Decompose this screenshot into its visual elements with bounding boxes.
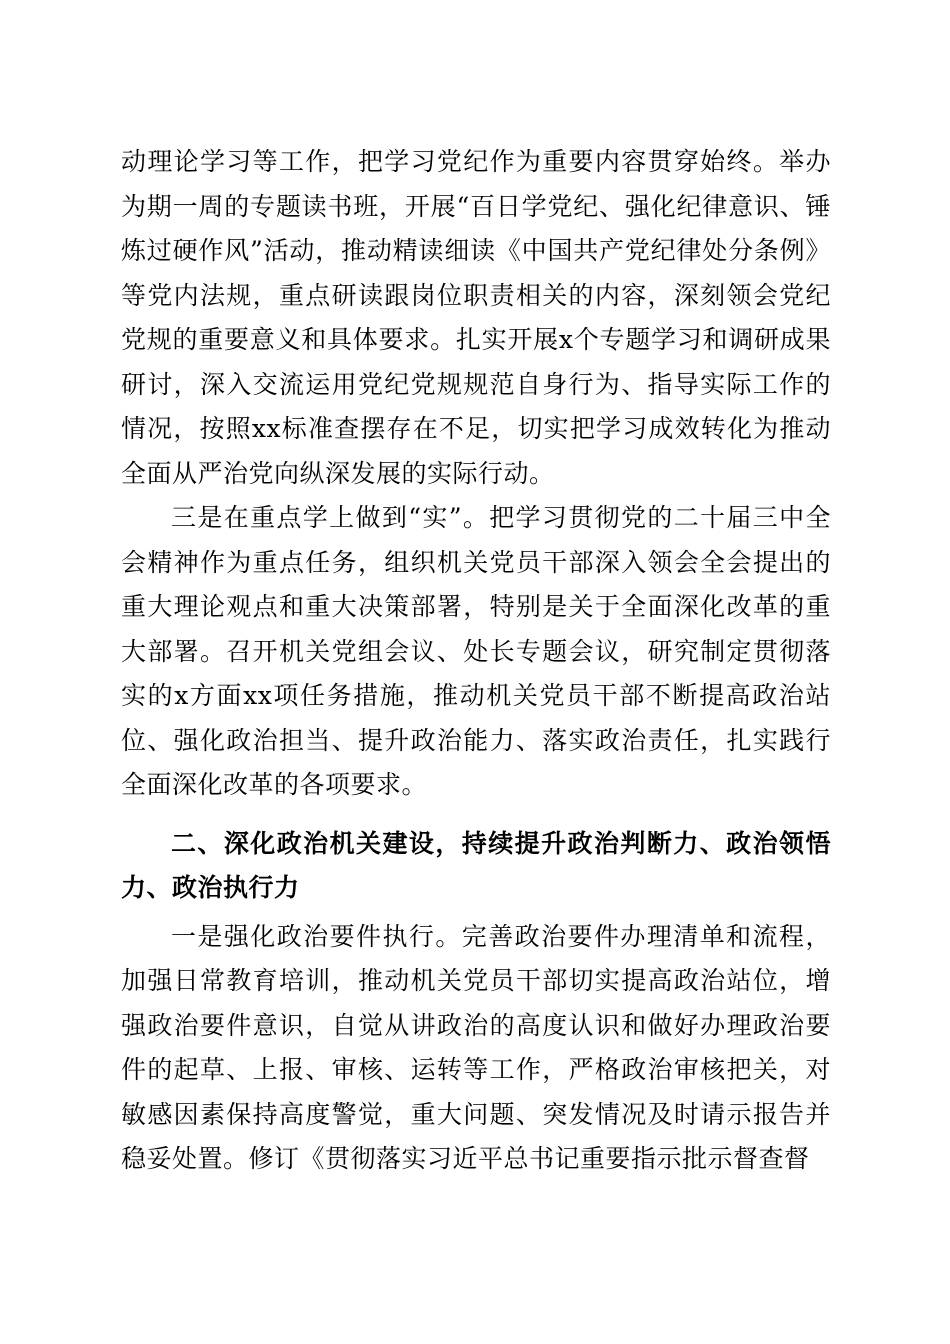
document-body — [121, 140, 831, 1182]
paragraph-political-documents: 一是强化政治要件执行。完善政治要件办理清单和流程，加强日常教育培训，推动机关党员干部切实提高政治站位，增强政治要件意识，自觉从讲政治的高度认识和做好办理政治要件的起草、上报、审核、运转等工作，严格政治审核把关，对敏感因素保持高度警觉，重大问题、突发情况及时请示报告并稳妥处置。修订《贯彻落实习近平总书记重要指示批示督查督 — [121, 921, 831, 1173]
paragraph-continued: 动理论学习等工作，把学习党纪作为重要内容贯穿始终。举办为期一周的专题读书班，开展“百日学党纪、强化纪律意识、锤炼过硬作风”活动，推动精读细读《中国共产党纪律处分条例》等党内法规，重点研读跟岗位职责相关的内容，深刻领会党纪党规的重要意义和具体要求。扎实开展x个专题学习和调研成果研讨，深入交流运用党纪党规规范自身行为、指导实际工作的情况，按照xx标准查摆存在不足，切实把学习成效转化为推动全面从严治党向纵深发展的实际行动。 — [121, 147, 831, 488]
paragraph-key-study: 三是在重点学上做到“实”。把学习贯彻党的二十届三中全会精神作为重点任务，组织机关党员干部深入领会全会提出的重大理论观点和重大决策部署，特别是关于全面深化改革的重大部署。召开机关党组会议、处长专题会议，研究制定贯彻落实的x方面xx项任务措施，推动机关党员干部不断提高政治站位、强化政治担当、提升政治能力、落实政治责任，扎实践行全面深化改革的各项要求。 — [121, 503, 831, 799]
section-heading: 二、深化政治机关建设，持续提升政治判断力、政治领悟力、政治执行力 — [121, 828, 831, 902]
